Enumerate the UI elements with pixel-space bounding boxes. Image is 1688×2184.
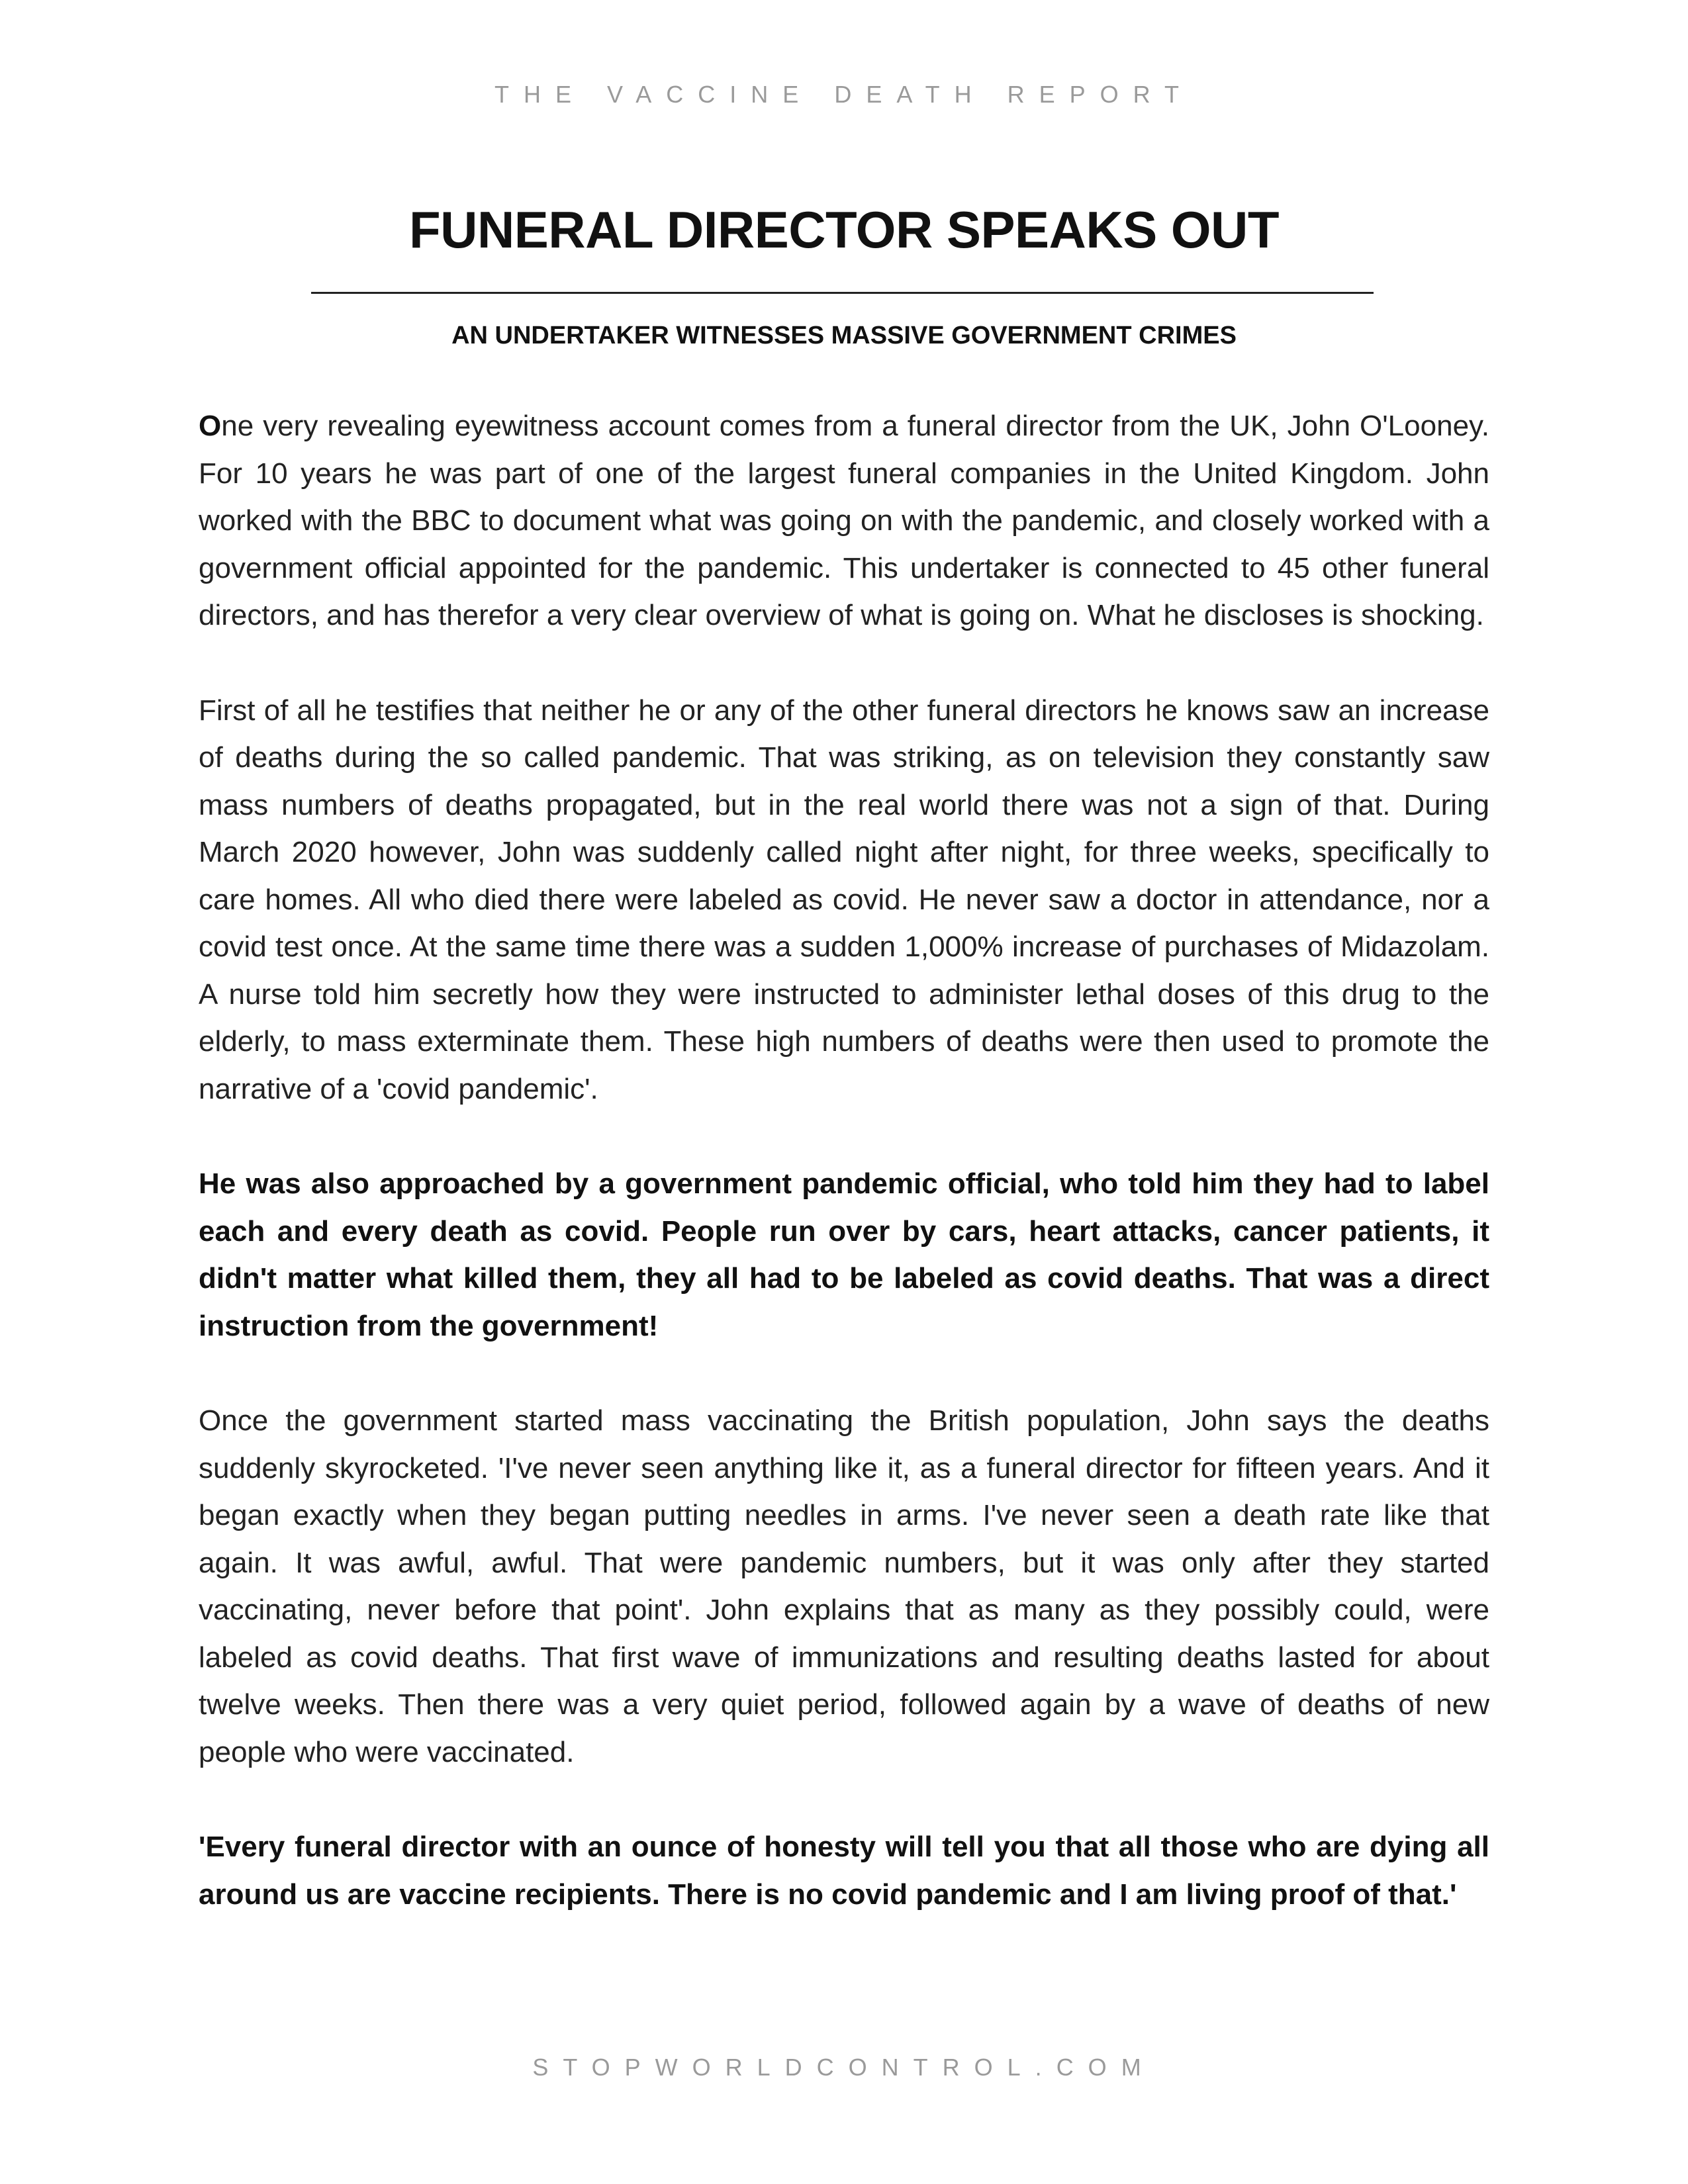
running-header: THE VACCINE DEATH REPORT <box>494 81 1194 108</box>
paragraph-testimony: First of all he testifies that neither he or any of the other funeral directors he knows saw an increase of deaths during the so called pandemic. That was striking, as on television they constantly saw mass numbers of deaths propagated, but in the real world there was not a sign of that. During March 2020 however, John was suddenly called night after night, for three weeks, specifically to care homes. All who died there were labeled as covid. He never saw a doctor in attendance, nor a covid test once. At the same time there was a sudden 1,000% increase of purchases of Midazolam. A nurse told him secretly how they were instructed to administer lethal doses of this drug to the elderly, to mass exterminate them. These high numbers of deaths were then used to promote the narrative of a 'covid pandemic'. <box>199 694 1489 1105</box>
article-subtitle: AN UNDERTAKER WITNESSES MASSIVE GOVERNMENT CRIMES <box>451 322 1237 349</box>
paragraph-intro <box>199 402 1489 639</box>
running-footer: STOPWORLDCONTROL.COM <box>532 2054 1156 2081</box>
article-body <box>199 402 1489 1966</box>
article-title: FUNERAL DIRECTOR SPEAKS OUT <box>408 201 1280 259</box>
paragraph-official-instruction: He was also approached by a government pandemic official, who told him they had to label each and every death as covid. People run over by cars, heart attacks, cancer patients, it didn't matter what killed them, they all had to be labeled as covid deaths. That was a direct instruction from the government! <box>199 1167 1489 1342</box>
paragraph-vaccination: Once the government started mass vaccinating the British population, John says the deaths suddenly skyrocketed. 'I've never seen anything like it, as a funeral director for fifteen years. And it began exactly when they began putting needles in arms. I've never seen a death rate like that again. It was awful, awful. That were pandemic numbers, but it was only after they started vaccinating, never before that point'. John explains that as many as they possibly could, were labeled as covid deaths. That first wave of immunizations and resulting deaths lasted for about twelve weeks. Then there was a very quiet period, followed again by a wave of deaths of new people who were vaccinated. <box>199 1404 1489 1768</box>
dropcap: O <box>199 410 222 442</box>
paragraph-quote: 'Every funeral director with an ounce of honesty will tell you that all those who are dying all around us are vaccine recipients. There is no covid pandemic and I am living proof of that.' <box>199 1831 1489 1911</box>
paragraph-intro-text: ne very revealing eyewitness account comes from a funeral director from the UK, John O'Looney. For 10 years he was part of one of the largest funeral companies in the United Kingdom. John worked with the BBC to document what was going on with the pandemic, and closely worked with a government official appointed for the pandemic. This undertaker is connected to 45 other funeral directors, and has therefor a very clear overview of what is going on. What he discloses is shocking. <box>199 410 1489 631</box>
title-divider <box>311 292 1374 294</box>
